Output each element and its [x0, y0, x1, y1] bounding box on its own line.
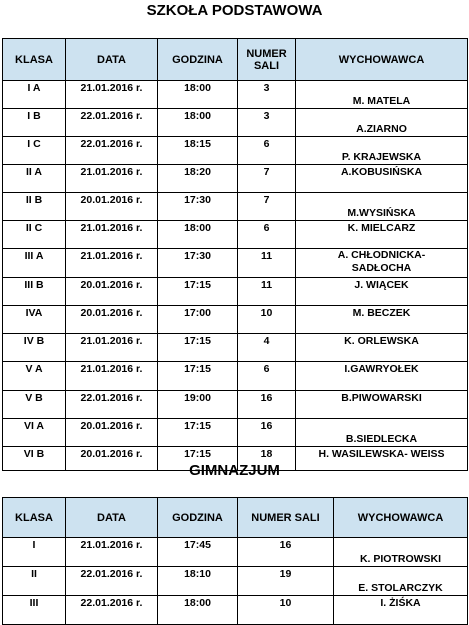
date-cell: 21.01.2016 r.	[66, 221, 158, 249]
time-cell: 17:30	[158, 193, 238, 221]
date-cell: 20.01.2016 r.	[66, 419, 158, 447]
class-cell: V B	[3, 391, 66, 419]
date-cell: 21.01.2016 r.	[66, 362, 158, 391]
date-cell: 22.01.2016 r.	[66, 137, 158, 165]
teacher-cell: K. PIOTROWSKI	[334, 538, 468, 567]
teacher-cell: M. BECZEK	[296, 306, 468, 334]
header-klasa: KLASA	[3, 39, 66, 81]
room-cell: 4	[238, 334, 296, 362]
header-data: DATA	[66, 39, 158, 81]
header-wychowawca: WYCHOWAWCA	[334, 498, 468, 538]
teacher-cell: K. ORLEWSKA	[296, 334, 468, 362]
table-header-row	[3, 39, 468, 81]
table-row	[3, 596, 468, 625]
time-cell: 17:45	[158, 538, 238, 567]
class-cell: II B	[3, 193, 66, 221]
time-cell: 17:00	[158, 306, 238, 334]
room-cell: 10	[238, 306, 296, 334]
class-cell: IV B	[3, 334, 66, 362]
class-cell: III A	[3, 249, 66, 278]
class-cell: II	[3, 567, 66, 596]
teacher-cell: A.KOBUSIŃSKA	[296, 165, 468, 193]
time-cell: 17:15	[158, 278, 238, 306]
room-cell: 16	[238, 419, 296, 447]
gimnazjum-table	[2, 497, 468, 625]
time-cell: 18:20	[158, 165, 238, 193]
header-numer-sali: NUMER SALI	[238, 498, 334, 538]
class-cell: VI A	[3, 419, 66, 447]
time-cell: 17:30	[158, 249, 238, 278]
room-cell: 3	[238, 109, 296, 137]
table-row	[3, 165, 468, 193]
date-cell: 21.01.2016 r.	[66, 81, 158, 109]
date-cell: 22.01.2016 r.	[66, 109, 158, 137]
table-header-row	[3, 498, 468, 538]
room-cell: 6	[238, 137, 296, 165]
date-cell: 21.01.2016 r.	[66, 249, 158, 278]
table-row	[3, 391, 468, 419]
class-cell: I C	[3, 137, 66, 165]
class-cell: I B	[3, 109, 66, 137]
table-row	[3, 538, 468, 567]
room-cell: 7	[238, 193, 296, 221]
table-row	[3, 278, 468, 306]
header-wychowawca: WYCHOWAWCA	[296, 39, 468, 81]
table-row	[3, 567, 468, 596]
table-row	[3, 193, 468, 221]
table-row	[3, 362, 468, 391]
room-cell: 3	[238, 81, 296, 109]
class-cell: III B	[3, 278, 66, 306]
teacher-cell: H. WASILEWSKA- WEISS	[296, 447, 468, 471]
table-row	[3, 109, 468, 137]
class-cell: V A	[3, 362, 66, 391]
room-cell: 18	[238, 447, 296, 471]
header-numer-sali: NUMER SALI	[238, 39, 296, 81]
time-cell: 18:00	[158, 109, 238, 137]
time-cell: 18:15	[158, 137, 238, 165]
room-cell: 16	[238, 391, 296, 419]
table-row	[3, 249, 468, 278]
teacher-cell: P. KRAJEWSKA	[296, 137, 468, 165]
teacher-cell: I. ŻIŚKA	[334, 596, 468, 625]
date-cell: 20.01.2016 r.	[66, 306, 158, 334]
time-cell: 18:00	[158, 221, 238, 249]
time-cell: 17:15	[158, 419, 238, 447]
time-cell: 18:00	[158, 596, 238, 625]
time-cell: 17:15	[158, 334, 238, 362]
table-row	[3, 221, 468, 249]
table-row	[3, 137, 468, 165]
table-row	[3, 419, 468, 447]
room-cell: 11	[238, 278, 296, 306]
teacher-cell: E. STOLARCZYK	[334, 567, 468, 596]
teacher-cell: A. CHŁODNICKA- SADŁOCHA	[296, 249, 468, 278]
table-row	[3, 306, 468, 334]
date-cell: 20.01.2016 r.	[66, 278, 158, 306]
header-data: DATA	[66, 498, 158, 538]
time-cell: 18:00	[158, 81, 238, 109]
teacher-cell: J. WIĄCEK	[296, 278, 468, 306]
table-row	[3, 81, 468, 109]
class-cell: I	[3, 538, 66, 567]
class-cell: II C	[3, 221, 66, 249]
class-cell: III	[3, 596, 66, 625]
teacher-cell: A.ZIARNO	[296, 109, 468, 137]
date-cell: 21.01.2016 r.	[66, 165, 158, 193]
room-cell: 6	[238, 362, 296, 391]
date-cell: 22.01.2016 r.	[66, 391, 158, 419]
room-cell: 6	[238, 221, 296, 249]
date-cell: 20.01.2016 r.	[66, 447, 158, 471]
teacher-cell: K. MIELCARZ	[296, 221, 468, 249]
teacher-cell: M. MATELA	[296, 81, 468, 109]
primary-school-table	[2, 38, 468, 471]
date-cell: 22.01.2016 r.	[66, 567, 158, 596]
date-cell: 20.01.2016 r.	[66, 193, 158, 221]
class-cell: I A	[3, 81, 66, 109]
room-cell: 16	[238, 538, 334, 567]
page-title-gimnazjum: GIMNAZJUM	[189, 462, 280, 479]
room-cell: 10	[238, 596, 334, 625]
date-cell: 21.01.2016 r.	[66, 334, 158, 362]
teacher-cell: B.PIWOWARSKI	[296, 391, 468, 419]
class-cell: II A	[3, 165, 66, 193]
header-godzina: GODZINA	[158, 39, 238, 81]
date-cell: 22.01.2016 r.	[66, 596, 158, 625]
class-cell: IVA	[3, 306, 66, 334]
room-cell: 11	[238, 249, 296, 278]
time-cell: 19:00	[158, 391, 238, 419]
date-cell: 21.01.2016 r.	[66, 538, 158, 567]
table-row	[3, 334, 468, 362]
teacher-cell: B.SIEDLECKA	[296, 419, 468, 447]
time-cell: 17:15	[158, 362, 238, 391]
teacher-cell: M.WYSIŃSKA	[296, 193, 468, 221]
page-title-primary-school: SZKOŁA PODSTAWOWA	[146, 2, 323, 19]
teacher-cell: I.GAWRYOŁEK	[296, 362, 468, 391]
room-cell: 7	[238, 165, 296, 193]
time-cell: 18:10	[158, 567, 238, 596]
header-godzina: GODZINA	[158, 498, 238, 538]
time-cell: 17:15	[158, 447, 238, 471]
room-cell: 19	[238, 567, 334, 596]
header-klasa: KLASA	[3, 498, 66, 538]
class-cell: VI B	[3, 447, 66, 471]
